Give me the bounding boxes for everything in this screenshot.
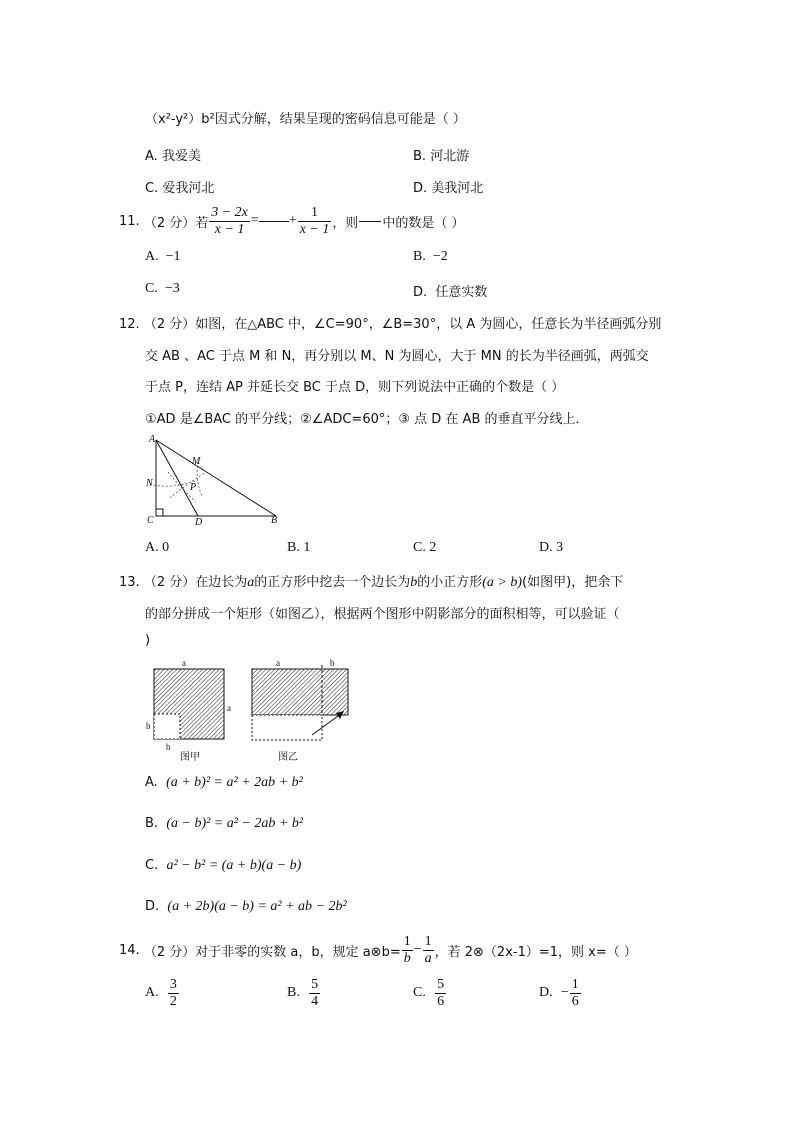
- label-a: a: [182, 658, 186, 668]
- q12-option-a[interactable]: A. 0: [145, 540, 170, 555]
- label-a: a: [227, 703, 231, 713]
- q10-option-a[interactable]: A. 我爱美: [145, 149, 201, 164]
- label-m: M: [192, 456, 201, 467]
- q13-line1: 13. （2 分）在边长为a的正方形中挖去一个边长为b的小正方形(a > b)(如图甲)，把余下: [119, 575, 624, 590]
- q14-option-d[interactable]: D. − $\frac{1}{6}$: [539, 976, 579, 1009]
- q10-option-d[interactable]: D. 美我河北: [413, 181, 484, 196]
- q13-option-a[interactable]: A. (a + b)² = a² + 2ab + b²: [145, 775, 303, 790]
- label-d: D: [195, 517, 203, 528]
- label-b: B: [271, 515, 278, 526]
- q11-option-c[interactable]: C. −3: [145, 281, 180, 296]
- q12-option-d[interactable]: D. 3: [539, 540, 564, 555]
- figure-jia: [154, 669, 224, 739]
- q12-line1: 12. （2 分）如图，在△ABC 中，∠C=90°，∠B=30°，以 A 为圆心，任意长为半径画弧分别: [119, 317, 662, 332]
- q12-line2: 交 AB 、AC 于点 M 和 N，再分别以 M、N 为圆心，大于 MN 的长为半径画弧，两弧交: [145, 349, 649, 364]
- side-ab: [156, 440, 276, 516]
- question-number: 11.: [119, 213, 140, 229]
- q13-option-b[interactable]: B. (a − b)² = a² − 2ab + b²: [145, 816, 304, 831]
- q11-stem: 11. （2 分）若 $\frac{3 - 2x}{x - 1}$ = + $\frac{1}{x - 1}$ ，则 中的数是（ ）: [119, 204, 465, 237]
- square-figures: [140, 655, 360, 767]
- label-b: b: [146, 721, 151, 731]
- answer-blank[interactable]: [259, 221, 289, 222]
- label-n: N: [146, 478, 153, 489]
- q14-option-a[interactable]: A. $\frac{3}{2}$: [145, 976, 177, 1009]
- label-c: C: [147, 515, 154, 526]
- q14-stem: 14. （2 分）对于非零的实数 a，b，规定 a⊗b= $\frac{1}{b}$ − $\frac{1}{a}$ ，若 2⊗（2x-1）=1，则 x=（ ）: [119, 933, 637, 966]
- triangle-figure: [140, 432, 290, 532]
- q11-option-a[interactable]: A. −1: [145, 249, 181, 264]
- label-b: b: [166, 742, 171, 752]
- q11-option-d[interactable]: D. 任意实数: [413, 285, 488, 300]
- q10-stem: （x²-y²）b²因式分解，结果呈现的密码信息可能是（ ）: [145, 112, 466, 127]
- q13-option-c[interactable]: C. a² − b² = (a + b)(a − b): [145, 858, 302, 873]
- q13-line3: ): [145, 633, 151, 648]
- caption-yi: 图乙: [278, 752, 298, 763]
- line-ad: [156, 440, 198, 516]
- fraction: $\frac{1}{x - 1}$: [299, 204, 330, 237]
- q11-option-b[interactable]: B. −2: [413, 249, 448, 264]
- fraction: $\frac{1}{a}$: [424, 933, 432, 966]
- q13-line2: 的部分拼成一个矩形（如图乙），根据两个图形中阴影部分的面积相等，可以验证（: [145, 607, 620, 622]
- fraction: $\frac{1}{b}$: [403, 933, 411, 966]
- label-a: a: [276, 658, 280, 668]
- q14-option-b[interactable]: B. $\frac{5}{4}$: [287, 976, 319, 1009]
- figure-yi: [252, 665, 348, 740]
- label-b: b: [330, 658, 335, 668]
- right-angle-mark: [156, 509, 163, 516]
- q12-line3: 于点 P，连结 AP 并延长交 BC 于点 D，则下列说法中正确的个数是（ ）: [145, 380, 565, 395]
- q14-option-c[interactable]: C. $\frac{5}{6}$: [413, 976, 445, 1009]
- q10-option-c[interactable]: C. 爱我河北: [145, 181, 215, 196]
- fraction: $\frac{3 - 2x}{x - 1}$: [211, 204, 248, 237]
- q10-option-b[interactable]: B. 河北游: [413, 149, 470, 164]
- label-p: P: [190, 482, 197, 493]
- caption-jia: 图甲: [180, 752, 200, 763]
- answer-blank-ref: [359, 221, 381, 222]
- q12-option-c[interactable]: C. 2: [413, 540, 437, 555]
- label-a: A: [149, 434, 156, 445]
- q12-option-b[interactable]: B. 1: [287, 540, 311, 555]
- q12-line4: ①AD 是∠BAC 的平分线；②∠ADC=60°；③ 点 D 在 AB 的垂直平分线上．: [145, 412, 589, 427]
- q13-option-d[interactable]: D. (a + 2b)(a − b) = a² + ab − 2b²: [145, 899, 347, 914]
